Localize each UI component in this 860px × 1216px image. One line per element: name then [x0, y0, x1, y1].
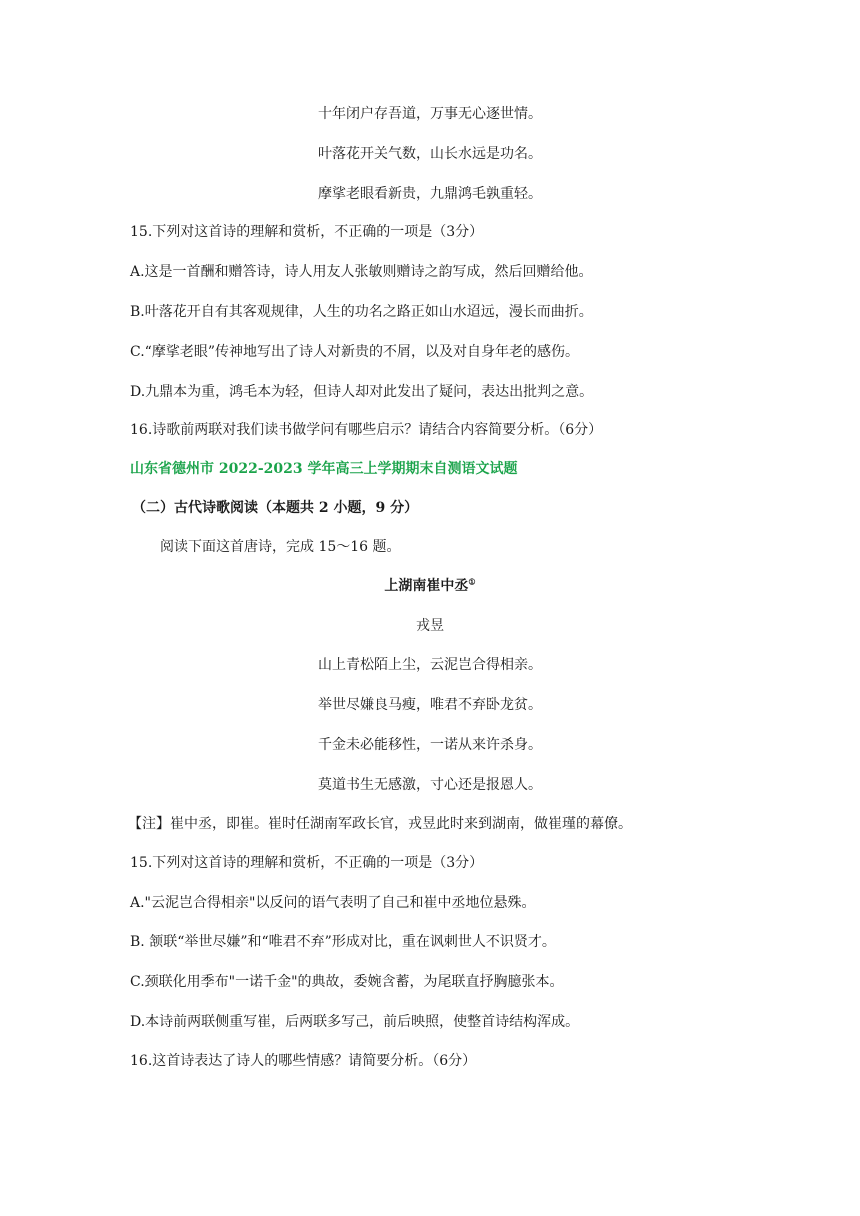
poem1-line-3: 摩挲老眼看新贵，九鼎鸿毛孰重轻。 [318, 186, 542, 202]
section-heading: （二）古代诗歌阅读（本题共 2 小题，9 分） [132, 500, 419, 516]
poem2-line-4: 莫道书生无感激，寸心还是报恩人。 [318, 777, 542, 793]
poem1-line-1: 十年闭户存吾道，万事无心逐世情。 [318, 106, 542, 122]
question-15b-option-b: B. 颔联“举世尽嫌”和“唯君不弃”形成对比，重在讽刺世人不识贤才。 [130, 934, 556, 950]
question-15b-option-d: D.本诗前两联侧重写崔，后两联多写己，前后映照，使整首诗结构浑成。 [130, 1014, 580, 1030]
poem2-line-2: 举世尽嫌良马瘦，唯君不弃卧龙贫。 [318, 697, 542, 713]
question-15-option-b: B.叶落花开自有其客观规律，人生的功名之路正如山水迢远，漫长而曲折。 [130, 304, 593, 320]
question-15b-stem: 15.下列对这首诗的理解和赏析，不正确的一项是（3分） [130, 855, 484, 871]
question-15b-option-a: A."云泥岂合得相亲"以反问的语气表明了自己和崔中丞地位悬殊。 [130, 895, 536, 911]
question-15-option-a: A.这是一首酬和赠答诗，诗人用友人张敏则赠诗之韵写成，然后回赠给他。 [130, 264, 593, 280]
poem1-line-2: 叶落花开关气数，山长水远是功名。 [318, 146, 542, 162]
poem2-line-1: 山上青松陌上尘，云泥岂合得相亲。 [318, 657, 542, 673]
instruction: 阅读下面这首唐诗，完成 15～16 题。 [160, 539, 401, 555]
question-15-option-c: C.“摩挲老眼”传神地写出了诗人对新贵的不屑，以及对自身年老的感伤。 [130, 344, 579, 360]
poem2-line-3: 千金未必能移性，一诺从来许杀身。 [318, 737, 542, 753]
poem2-title-text: 上湖南崔中丞 [384, 578, 469, 594]
source-title: 山东省德州市 2022-2023 学年高三上学期期末自测语文试题 [130, 461, 518, 477]
question-16b-stem: 16.这首诗表达了诗人的哪些情感？请简要分析。（6分） [130, 1053, 477, 1069]
poem2-title [0, 576, 860, 596]
question-15-option-d: D.九鼎本为重，鸿毛本为轻，但诗人却对此发出了疑问，表达出批判之意。 [130, 384, 594, 400]
question-15-stem: 15.下列对这首诗的理解和赏析，不正确的一项是（3分） [130, 224, 484, 240]
question-16-stem: 16.诗歌前两联对我们读书做学问有哪些启示？请结合内容简要分析。（6分） [130, 422, 603, 438]
footnote-mark: ① [468, 576, 476, 587]
question-15b-option-c: C.颈联化用季布"一诺千金"的典故，委婉含蓄，为尾联直抒胸臆张本。 [130, 974, 564, 990]
footnote: 【注】崔中丞，即崔。崔时任湖南军政长官，戎昱此时来到湖南，做崔瑾的幕僚。 [128, 816, 632, 832]
poem2-author: 戎昱 [416, 618, 444, 634]
